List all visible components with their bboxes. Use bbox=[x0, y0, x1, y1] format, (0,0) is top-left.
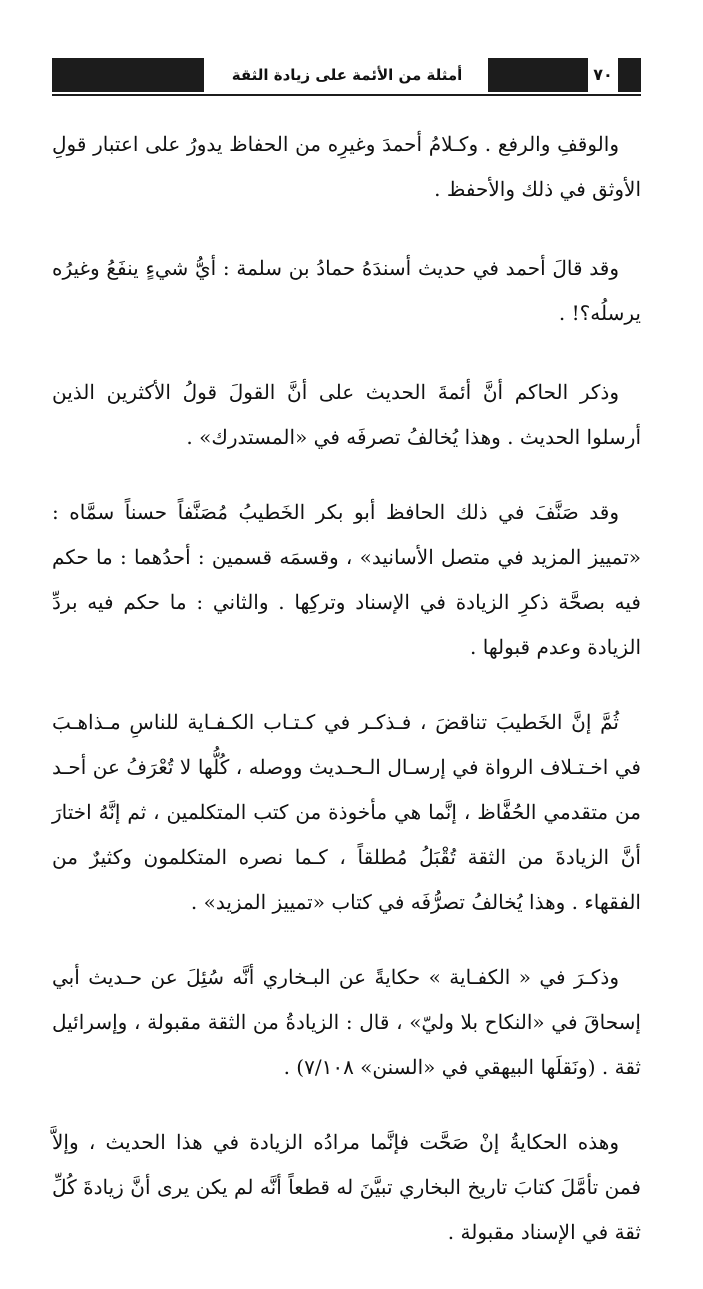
paragraph-1: والوقفِ والرفع . وكـلامُ أحمدَ وغيرِه من الحفاظ يدورُ على اعتبار قولِ الأوثق في ذلك والأحفظ . bbox=[52, 132, 641, 201]
running-header bbox=[52, 58, 641, 94]
paragraph-3: وذكر الحاكم أنَّ أئمةَ الحديث على أنَّ القولَ قولُ الأكثرين الذين أرسلوا الحديث . وهذا يُخالفُ تصرفَه في «المستدرك» . bbox=[52, 380, 641, 449]
paragraph-2: وقد قالَ أحمد في حديث أسندَهُ حمادُ بن سلمة : أيُّ شيءٍ ينفَعُ وغيرُه يرسلُه؟! . bbox=[52, 256, 641, 325]
running-title: أمثلة من الأئمة على زيادة الثقة bbox=[231, 66, 463, 84]
paragraph-4: وقد صَنَّفَ في ذلك الحافظ أبو بكر الخَطيبُ مُصَنَّفاً حسناً سمَّاه : «تمييز المزيد في متصل الأسانيد» ، وقسمَه قسمين : أحدُهما : ما حكم فيه بصحَّة ذكرِ الزيادة في الإسناد وتركِها . والثاني : ما حكم فيه بردِّ الزيادة وعدم قبولها . bbox=[52, 500, 641, 659]
page-number: ٧٠ bbox=[593, 65, 613, 84]
header-black-bar-right bbox=[618, 58, 641, 92]
body-text bbox=[52, 122, 641, 1289]
header-rule bbox=[52, 94, 641, 96]
paragraph-7: وهذه الحكايةُ إنْ صَحَّت فإنَّما مرادُه الزيادة في هذا الحديث ، وإلاَّ فمن تأمَّلَ كتابَ تاريخ البخاري تبيَّنَ له قطعاً أنَّه لم يكن يرى أنَّ زيادةَ كُلِّ ثقة في الإسناد مقبولة . bbox=[52, 1130, 641, 1244]
header-black-bar-middle bbox=[488, 58, 588, 92]
paragraph-5: ثُمَّ إنَّ الخَطيبَ تناقضَ ، فـذكـر في كـتـاب الكـفـاية للناسِ مـذاهـبَ في اخـتـلاف الرواة في إرسـال الـحـديث ووصله ، كُلُّها لا تُعْرَفُ عن أحـد من متقدمي الحُفَّاظ ، إنَّما هي مأخوذة من كتب المتكلمين ، ثم إنَّهُ اختارَ أنَّ الزيادةَ من الثقة تُقْبَلُ مُطلقاً ، كـما نصره المتكلمون وكثيرٌ من الفقهاء . وهذا يُخالفُ تصرُّفَه في كتاب «تمييز المزيد» . bbox=[52, 710, 641, 914]
paragraph-6: وذكـرَ في « الكفـاية » حكايةً عن البـخاري أنَّه سُئِلَ عن حـديث أبي إسحاقَ في «النكاح بلا وليّ» ، قال : الزيادةُ من الثقة مقبولة ، وإسرائيل ثقة . (ونَقلَها البيهقي في «السنن» ٧/١٠٨) . bbox=[52, 965, 641, 1079]
header-black-bar-left bbox=[52, 58, 204, 92]
